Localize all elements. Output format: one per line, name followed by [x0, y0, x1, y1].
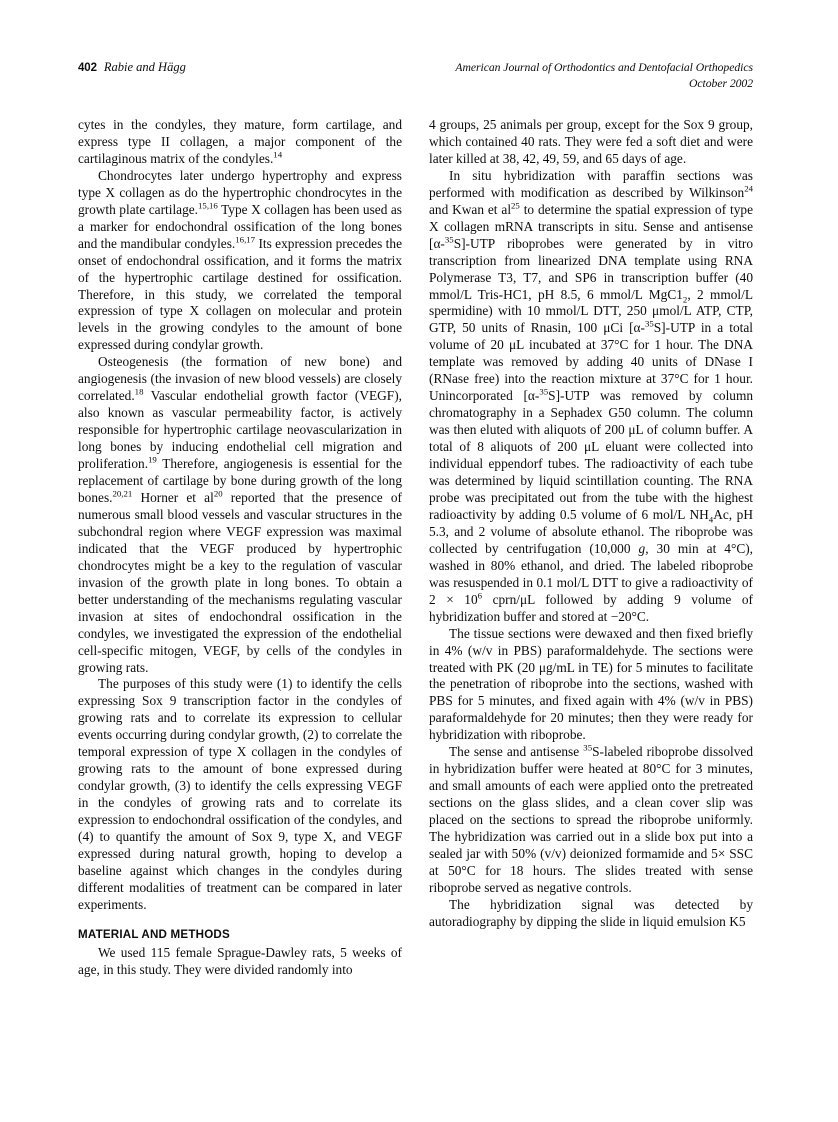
paragraph-text: S]-UTP riboprobes were generated by in vitro transcription from linearized DNA template using RNA Polymerase T3, T7, and SP6 in transcription buffer (40 mmol/L Tris-HC1, pH 8.5, 6 mmol/L MgC1	[429, 235, 753, 302]
paragraph-text: Therefore, angiogenesis is essential for the replacement of cartilage by bone during growth of the long bones.	[78, 456, 402, 505]
paragraph-text: Its expression precedes the onset of endochondral ossification, and it forms the matrix of the hypertrophic cartilage destined for ossification. Therefore, in this study, we correlated the temporal expression of type X collagen on molecular and protein levels in the growing condyles to the amount of bone expressed during condylar growth.	[78, 235, 402, 353]
paragraph-tissue-sections: The tissue sections were dewaxed and then fixed briefly in 4% (w/v in PBS) paraformaldehyde. The sections were treated with PK (20 μg/mL in TE) for 5 minutes to facilitate the penetration of riboprobe into the sections, washed with PBS for 5 minutes, and fixed again with 4% (w/v in PBS) paraformaldehyde for 20 minutes; then they were ready for hybridization with riboprobe.	[429, 625, 753, 743]
paragraph-hybridization-signal: The hybridization signal was detected by autoradiography by dipping the slide in liquid emulsion K5	[429, 896, 753, 929]
citation-superscript: 18	[134, 386, 144, 397]
paragraph-text: , 30 min at 4°C), washed in 80% ethanol, and dried. The labeled riboprobe was resuspended in 0.1 mol/L DTT to give a radioactivity of 2 × 10	[429, 540, 753, 607]
paragraph-text: reported that the presence of numerous small blood vessels and vascular structures in the subchondral region where VEGF expression was maximal indicated that the VEGF produced by hypertrophic chondrocytes might be a key to the regulation of vascular invasion of the growth plate in long bones. To obtain a better understanding of the mechanisms regulating vascular invasion at sites of endochondral ossification in the condyles, we investigated the expression of the endothelial cell-specific mitogen, VEGF, by cells of the condyles in growing rats.	[78, 489, 402, 675]
citation-superscript: 20	[213, 488, 223, 499]
paragraph-text: Chondrocytes later undergo hypertrophy and express type X collagen as do the hypertrophic chondrocytes in the growth plate cartilage.	[78, 167, 402, 217]
paragraph-text: to determine the spatial expression of type X collagen mRNA transcripts in situ. Sense and antisense [α-	[429, 201, 753, 251]
exponent-superscript: 6	[477, 590, 483, 601]
paragraph-groups-continuation: 4 groups, 25 animals per group, except for the Sox 9 group, which contained 40 rats. They were fed a soft diet and were later killed at 38, 42, 49, 59, and 65 days of age.	[429, 117, 753, 166]
formula-subscript: 2	[682, 294, 688, 305]
paragraph-text: Osteogenesis (the formation of new bone) and angiogenesis (the invasion of new blood vessels) are closely correlated.	[78, 354, 402, 404]
citation-superscript: 19	[148, 454, 157, 465]
paragraph-text: S]-UTP in a total volume of 20 μL incubated at 37°C for 1 hour. The DNA template was removed by adding 40 units of DNase I (RNase free) into the reaction mixture at 37°C for 1 hour. Unincorporated [α-	[429, 320, 753, 404]
paragraph-text: , 2 mmol/L spermidine) with 10 mmol/L DTT, 250 μmol/L ATP, CTP, GTP, 50 units of Rnasin, 100 μCi [α-	[429, 286, 753, 336]
paragraph-in-situ-hybridization	[429, 168, 753, 626]
paragraph-text: The sense and antisense	[449, 744, 584, 760]
citation-superscript: 24	[744, 183, 753, 194]
citation-superscript: 14	[273, 149, 283, 160]
formula-subscript: 4	[708, 514, 714, 525]
page-number: 402	[78, 62, 97, 74]
paragraph-osteogenesis	[78, 354, 402, 676]
issue-date: October 2002	[689, 76, 753, 90]
paragraph-rats: We used 115 female Sprague-Dawley rats, 5 weeks of age, in this study. They were divided randomly into	[78, 944, 402, 977]
paragraph-continuation	[78, 117, 402, 168]
isotope-superscript: 35	[644, 319, 654, 329]
paragraph-text: Horner et al	[140, 489, 214, 505]
journal-title: American Journal of Orthodontics and Dentofacial Orthopedics	[455, 61, 753, 74]
running-header-left	[78, 60, 186, 76]
paragraph-text: In situ hybridization with paraffin sections was performed with modification as described by Wilkinson	[429, 167, 753, 200]
paragraph-sense-antisense	[429, 744, 753, 897]
running-header	[78, 60, 753, 94]
paragraph-purposes: The purposes of this study were (1) to identify the cells expressing Sox 9 transcription factor in the condyles of growing rats and to correlate its expression to cellular events occurring during condylar growth, (2) to correlate the temporal expression of type X collagen in the condyles of growing rats to the amount of bone expressed during condylar growth, (3) to identify the cells expressing VEGF in the condyles of growing rats and to correlate its expression to endochondral ossification of the condyles, and (4) to quantify the amount of Sox 9, type X, and VEGF expressed during natural growth, hoping to develop a baseline against which changes in the condyles during different modalities of treatment can be compared in later experiments.	[78, 676, 402, 912]
column-right	[429, 117, 753, 931]
paragraph-text: S-labeled riboprobe dissolved in hybridization buffer were heated at 80°C for 3 minutes, and small amounts of each were applied onto the pretreated sections on the glass slides, and a clean cover slip was placed on the sections to spread the riboprobe uniformly. The hybridization was carried out in a slide box put into a sealed jar with 50% (v/v) deionized formamide and 5× SSC at 50°C for 18 hours. The slides treated with sense riboprobe served as negative controls.	[429, 744, 754, 895]
citation-superscript: 15,16	[198, 200, 218, 211]
section-heading-material-and-methods: MATERIAL AND METHODS	[78, 927, 230, 941]
isotope-superscript: 35	[444, 234, 454, 245]
paragraph-text: and Kwan et al	[429, 201, 512, 217]
running-header-right	[455, 60, 753, 91]
citation-superscript: 25	[511, 200, 520, 211]
citation-superscript: 16,17	[235, 234, 256, 245]
paragraph-text: Type X collagen has been used as a marker for endochondral ossification of the long bones and the mandibular condyles.	[78, 201, 402, 251]
paragraph-chondrocytes	[78, 168, 402, 354]
paragraph-text: cprn/μL followed by adding 9 volume of hybridization buffer and stored at −20°C.	[429, 591, 753, 624]
paragraph-text: S]-UTP was removed by column chromatography in a Sephadex G50 column. The column was then eluted with aliquots of 200 μL of column buffer. A total of 8 aliquots of 200 μL eluant were collected into individual eppendorf tubes. The radioactivity of each tube was determined by liquid scintillation counting. The RNA probe was precipitated out from the tube with the highest radioactivity by adding 0.5 volume of 6 mol/L NH	[429, 388, 754, 522]
isotope-superscript: 35	[539, 386, 549, 397]
isotope-superscript: 35	[583, 742, 593, 753]
running-authors: Rabie and Hägg	[103, 60, 186, 74]
column-left	[78, 117, 402, 979]
citation-superscript: 20,21	[112, 488, 133, 499]
paragraph-text: Vascular endothelial growth factor (VEGF), also known as vascular permeability factor, is actively responsible for hypertrophic cartilage neovascularization in long bones by inducing endothelial cell migration and proliferation.	[78, 388, 402, 472]
paragraph-text: Ac, pH 5.3, and 2 volume of absolute ethanol. The riboprobe was collected by centrifugation (10,000	[429, 506, 753, 556]
paragraph-text: cytes in the condyles, they mature, form cartilage, and express type II collagen, a major component of the cartilaginous matrix of the condyles.	[78, 117, 402, 166]
italic-g-force: g	[638, 540, 646, 556]
